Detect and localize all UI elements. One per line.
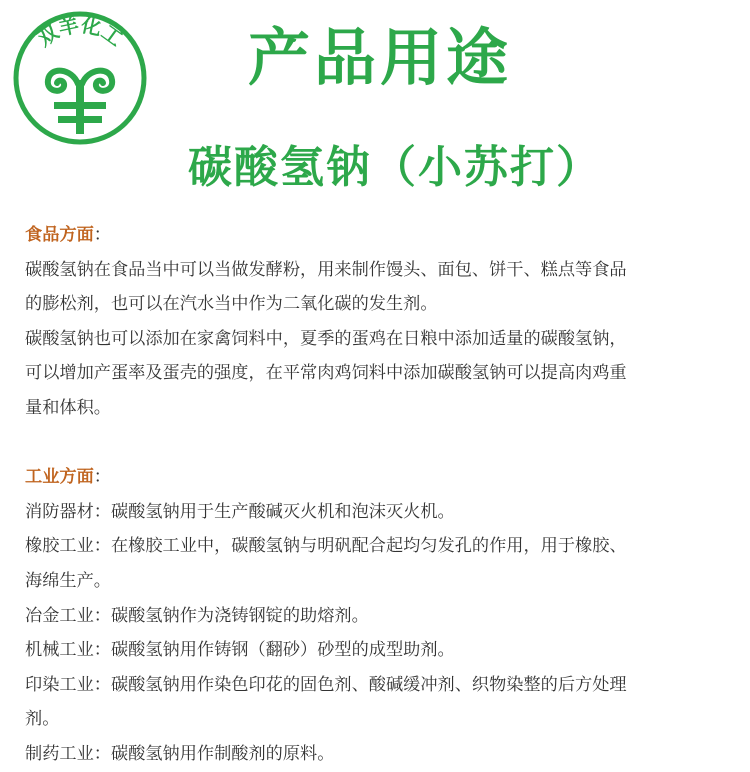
industry-line: 剂。 — [25, 709, 60, 730]
food-heading-colon: ： — [93, 225, 111, 245]
industry-line: 印染工业：碳酸氢钠用作染色印花的固色剂、酸碱缓冲剂、织物染整的后方处理 — [25, 674, 627, 695]
section-spacer — [25, 426, 737, 461]
product-name: 碳酸氢钠（小苏打） — [188, 142, 602, 193]
industry-heading: 工业方面 — [25, 467, 94, 488]
industry-section-heading — [25, 460, 737, 495]
ram-horns-emblem-icon — [10, 10, 150, 146]
food-heading: 食品方面 — [25, 225, 94, 245]
food-paragraph-1-line-2: 的膨松剂，也可以在汽水当中作为二氧化碳的发生剂。 — [25, 294, 438, 315]
industry-line: 橡胶工业：在橡胶工业中，碳酸氢钠与明矾配合起均匀发孔的作用，用于橡胶、 — [25, 536, 627, 557]
industry-heading-colon: ： — [93, 467, 111, 488]
industry-line: 机械工业：碳酸氢钠用作铸钢（翻砂）砂型的成型助剂。 — [25, 640, 455, 661]
food-paragraph-1-line-1: 碳酸氢钠在食品当中可以当做发酵粉，用来制作馒头、面包、饼干、糕点等食品 — [25, 259, 627, 280]
industry-line: 制药工业：碳酸氢钠用作制酸剂的原料。 — [25, 743, 335, 764]
company-logo — [10, 10, 150, 146]
food-section-heading — [25, 218, 737, 253]
food-paragraph-2-line-3: 量和体积。 — [25, 397, 111, 418]
food-paragraph-2-line-2: 可以增加产蛋率及蛋壳的强度，在平常肉鸡饲料中添加碳酸氢钠可以提高肉鸡重 — [25, 363, 627, 384]
industry-line: 海绵生产。 — [25, 570, 111, 591]
industry-line: 消防器材：碳酸氢钠用于生产酸碱灭火机和泡沫灭火机。 — [25, 501, 455, 522]
industry-line: 冶金工业：碳酸氢钠作为浇铸钢锭的助熔剂。 — [25, 605, 369, 626]
page-title: 产品用途 — [247, 21, 512, 94]
usage-content — [25, 218, 737, 772]
logo-text: 双羊化工 — [32, 12, 128, 52]
food-paragraph-2-line-1: 碳酸氢钠也可以添加在家禽饲料中，夏季的蛋鸡在日粮中添加适量的碳酸氢钠， — [25, 328, 627, 349]
